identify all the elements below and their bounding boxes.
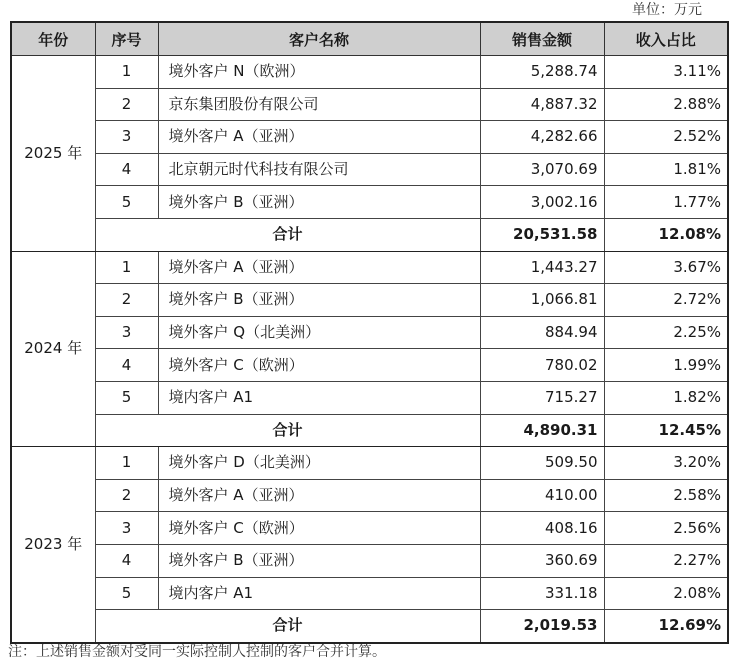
- seq-cell: 2: [95, 284, 158, 317]
- total-label: 合计: [95, 610, 480, 643]
- header-amount: 销售金额: [480, 22, 604, 56]
- seq-cell: 2: [95, 479, 158, 512]
- total-ratio: 12.45%: [604, 414, 728, 447]
- total-row: [11, 218, 728, 251]
- total-amount: 20,531.58: [480, 218, 604, 251]
- unit-label: 单位：万元: [632, 2, 702, 18]
- total-label: 合计: [95, 414, 480, 447]
- table-row: [11, 512, 728, 545]
- ratio-cell: 2.08%: [604, 577, 728, 610]
- seq-cell: 5: [95, 186, 158, 219]
- header-seq: 序号: [95, 22, 158, 56]
- header-year: 年份: [11, 22, 95, 56]
- ratio-cell: 2.27%: [604, 544, 728, 577]
- amount-cell: 1,443.27: [480, 251, 604, 284]
- seq-cell: 4: [95, 153, 158, 186]
- customer-name-cell: 境外客户 B（亚洲）: [158, 186, 480, 219]
- customer-sales-table: [10, 21, 729, 644]
- table-row: [11, 88, 728, 121]
- customer-name-cell: 境外客户 A（亚洲）: [158, 479, 480, 512]
- seq-cell: 1: [95, 447, 158, 480]
- customer-name-cell: 境外客户 C（欧洲）: [158, 512, 480, 545]
- table-row: [11, 56, 728, 89]
- ratio-cell: 2.58%: [604, 479, 728, 512]
- footnote: 注：上述销售金额对受同一实际控制人控制的客户合并计算。: [8, 644, 386, 660]
- seq-cell: 5: [95, 577, 158, 610]
- ratio-cell: 1.82%: [604, 381, 728, 414]
- total-label: 合计: [95, 218, 480, 251]
- ratio-cell: 3.67%: [604, 251, 728, 284]
- year-cell: 2024 年: [11, 251, 95, 447]
- total-ratio: 12.08%: [604, 218, 728, 251]
- amount-cell: 331.18: [480, 577, 604, 610]
- total-row: [11, 610, 728, 643]
- amount-cell: 884.94: [480, 316, 604, 349]
- header-ratio: 收入占比: [604, 22, 728, 56]
- amount-cell: 780.02: [480, 349, 604, 382]
- seq-cell: 3: [95, 121, 158, 154]
- total-ratio: 12.69%: [604, 610, 728, 643]
- amount-cell: 3,070.69: [480, 153, 604, 186]
- amount-cell: 360.69: [480, 544, 604, 577]
- table-row: [11, 349, 728, 382]
- amount-cell: 1,066.81: [480, 284, 604, 317]
- ratio-cell: 2.56%: [604, 512, 728, 545]
- table-row: [11, 186, 728, 219]
- customer-name-cell: 境外客户 B（亚洲）: [158, 544, 480, 577]
- ratio-cell: 1.77%: [604, 186, 728, 219]
- amount-cell: 408.16: [480, 512, 604, 545]
- table-row: [11, 479, 728, 512]
- table-header-row: [11, 22, 728, 56]
- customer-name-cell: 境外客户 D（北美洲）: [158, 447, 480, 480]
- ratio-cell: 2.88%: [604, 88, 728, 121]
- customer-name-cell: 境外客户 Q（北美洲）: [158, 316, 480, 349]
- total-amount: 2,019.53: [480, 610, 604, 643]
- amount-cell: 3,002.16: [480, 186, 604, 219]
- customer-name-cell: 境内客户 A1: [158, 381, 480, 414]
- customer-name-cell: 北京朝元时代科技有限公司: [158, 153, 480, 186]
- total-row: [11, 414, 728, 447]
- seq-cell: 4: [95, 349, 158, 382]
- table-row: [11, 577, 728, 610]
- table-row: [11, 316, 728, 349]
- amount-cell: 4,887.32: [480, 88, 604, 121]
- ratio-cell: 2.72%: [604, 284, 728, 317]
- amount-cell: 5,288.74: [480, 56, 604, 89]
- customer-name-cell: 境外客户 C（欧洲）: [158, 349, 480, 382]
- header-name: 客户名称: [158, 22, 480, 56]
- customer-name-cell: 境内客户 A1: [158, 577, 480, 610]
- customer-name-cell: 境外客户 N（欧洲）: [158, 56, 480, 89]
- seq-cell: 4: [95, 544, 158, 577]
- table-row: [11, 381, 728, 414]
- seq-cell: 2: [95, 88, 158, 121]
- year-cell: 2023 年: [11, 447, 95, 643]
- amount-cell: 715.27: [480, 381, 604, 414]
- table-row: [11, 284, 728, 317]
- table-row: [11, 121, 728, 154]
- ratio-cell: 3.11%: [604, 56, 728, 89]
- customer-name-cell: 京东集团股份有限公司: [158, 88, 480, 121]
- customer-name-cell: 境外客户 A（亚洲）: [158, 251, 480, 284]
- table-row: [11, 544, 728, 577]
- table-row: [11, 447, 728, 480]
- amount-cell: 410.00: [480, 479, 604, 512]
- ratio-cell: 3.20%: [604, 447, 728, 480]
- seq-cell: 3: [95, 512, 158, 545]
- ratio-cell: 1.81%: [604, 153, 728, 186]
- total-amount: 4,890.31: [480, 414, 604, 447]
- seq-cell: 3: [95, 316, 158, 349]
- year-cell: 2025 年: [11, 56, 95, 252]
- customer-name-cell: 境外客户 B（亚洲）: [158, 284, 480, 317]
- amount-cell: 509.50: [480, 447, 604, 480]
- customer-name-cell: 境外客户 A（亚洲）: [158, 121, 480, 154]
- seq-cell: 5: [95, 381, 158, 414]
- table-row: [11, 153, 728, 186]
- ratio-cell: 2.25%: [604, 316, 728, 349]
- table-row: [11, 251, 728, 284]
- seq-cell: 1: [95, 251, 158, 284]
- ratio-cell: 1.99%: [604, 349, 728, 382]
- amount-cell: 4,282.66: [480, 121, 604, 154]
- ratio-cell: 2.52%: [604, 121, 728, 154]
- seq-cell: 1: [95, 56, 158, 89]
